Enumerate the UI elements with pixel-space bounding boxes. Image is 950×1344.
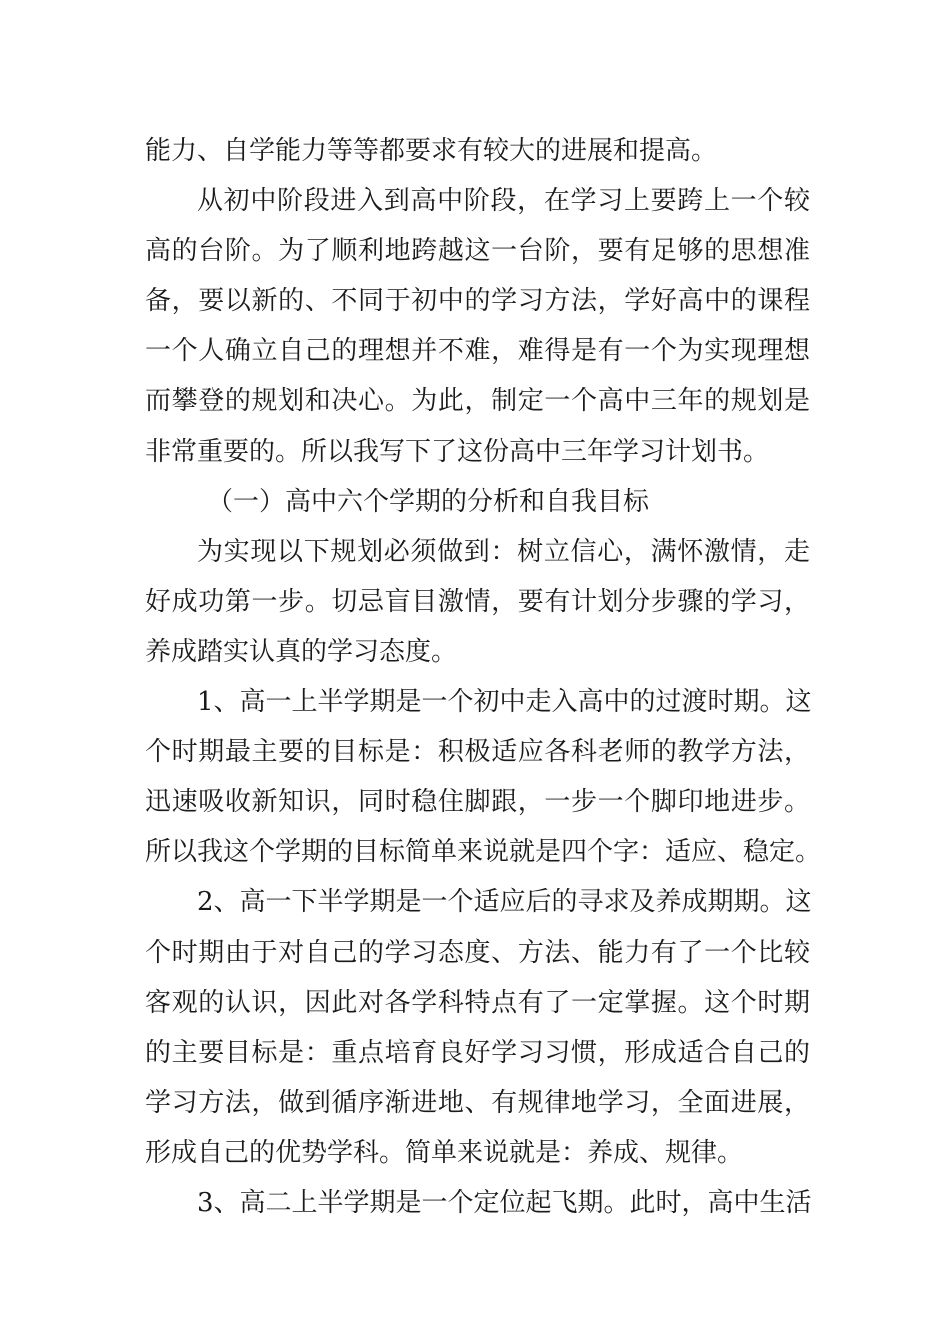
text-line: 一个人确立自己的理想并不难，难得是有一个为实现理想 <box>145 336 810 367</box>
body-text <box>145 126 822 1228</box>
paragraph-first-line: 1、高一上半学期是一个初中走入高中的过渡时期。这 <box>197 687 812 718</box>
text-line: 能力、自学能力等等都要求有较大的进展和提高。 <box>145 136 718 166</box>
text-line: 非常重要的。所以我写下了这份高中三年学习计划书。 <box>145 436 770 467</box>
text-line: 好成功第一步。切忌盲目激情，要有计划分步骤的学习， <box>145 586 810 617</box>
text-line: 迅速吸收新知识，同时稳住脚跟，一步一个脚印地进步。 <box>145 787 810 818</box>
text-line: 所以我这个学期的目标简单来说就是四个字：适应、稳定。 <box>145 837 822 868</box>
section-heading: （一）高中六个学期的分析和自我目标 <box>207 486 650 517</box>
paragraph-first-line: 3、高二上半学期是一个定位起飞期。此时，高中生活 <box>197 1187 812 1218</box>
text-line: 学习方法，做到循序渐进地、有规律地学习，全面进展， <box>145 1087 810 1118</box>
text-line: 而攀登的规划和决心。为此，制定一个高中三年的规划是 <box>145 386 810 417</box>
text-line: 客观的认识，因此对各学科特点有了一定掌握。这个时期 <box>145 987 810 1018</box>
paragraph-first-line: 2、高一下半学期是一个适应后的寻求及养成期期。这 <box>197 887 812 918</box>
text-line: 养成踏实认真的学习态度。 <box>145 636 458 667</box>
text-line: 个时期最主要的目标是：积极适应各科老师的教学方法， <box>145 737 810 768</box>
text-line: 形成自己的优势学科。简单来说就是：养成、规律。 <box>145 1137 744 1168</box>
text-line: 个时期由于对自己的学习态度、方法、能力有了一个比较 <box>145 937 810 968</box>
text-line: 高的台阶。为了顺利地跨越这一台阶，要有足够的思想准 <box>145 236 810 267</box>
text-line: 备，要以新的、不同于初中的学习方法，学好高中的课程 <box>145 286 810 317</box>
paragraph-first-line: 从初中阶段进入到高中阶段，在学习上要跨上一个较 <box>197 186 810 217</box>
text-line: 的主要目标是：重点培育良好学习习惯，形成适合自己的 <box>145 1037 810 1068</box>
paragraph-first-line: 为实现以下规划必须做到：树立信心，满怀激情，走 <box>197 536 810 567</box>
